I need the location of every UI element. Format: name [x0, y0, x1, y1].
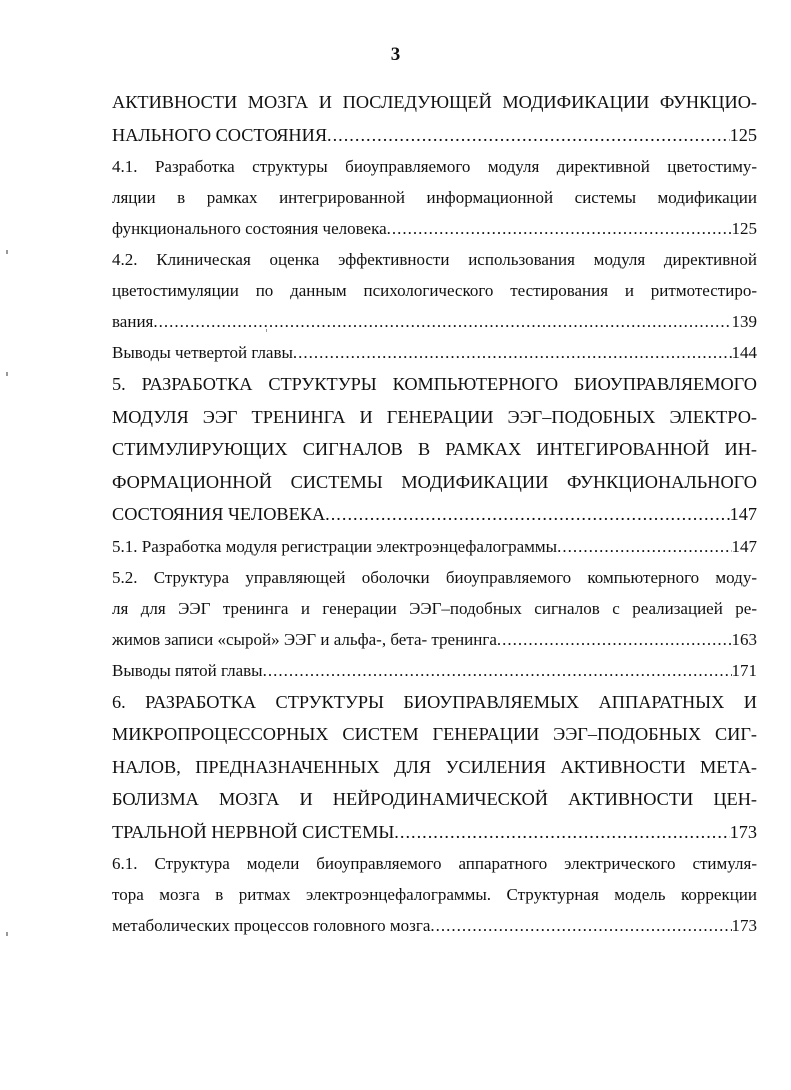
toc-leader-dots: [497, 624, 732, 655]
page-number: 3: [390, 44, 401, 65]
toc-leader-dots: [153, 306, 731, 337]
toc-entry-final-line: [112, 306, 757, 337]
toc-section-entry: [112, 151, 757, 244]
toc-page-number: 139: [731, 312, 757, 331]
toc-entry-line: ля для ЭЭГ тренинга и генерации ЭЭГ–подобных сигналов с реализацией ре-: [112, 598, 757, 618]
toc-page-number: 147: [729, 504, 757, 524]
toc-entry-line: МИКРОПРОЦЕССОРНЫХ СИСТЕМ ГЕНЕРАЦИИ ЭЭГ–ПОДОБНЫХ СИГ-: [112, 724, 757, 744]
toc-entry-title-end: НАЛЬНОГО СОСТОЯНИЯ: [112, 124, 328, 145]
toc-entry-line: тора мозга в ритмах электроэнцефалограммы. Структурная модель коррекции: [112, 885, 757, 904]
toc-entry-line: МОДУЛЯ ЭЭГ ТРЕНИНГА И ГЕНЕРАЦИИ ЭЭГ–ПОДОБНЫХ ЭЛЕКТРО-: [112, 406, 757, 427]
toc-section-entry: [112, 337, 757, 368]
toc-page-number: 125: [729, 124, 757, 145]
toc-leader-dots: [557, 531, 731, 562]
toc-entry-final-line: [112, 337, 757, 368]
scan-speck: [6, 932, 8, 936]
toc-page-number: 147: [731, 536, 757, 556]
toc-page-number: 173: [731, 916, 757, 935]
scan-speck: [266, 329, 267, 332]
toc-section-entry: [112, 244, 757, 337]
toc-entry-line: 4.2. Клиническая оценка эффективности использования модуля директивной: [112, 250, 757, 269]
toc-entry-line: 6.1. Структура модели биоуправляемого аппаратного электрического стимуля-: [112, 854, 757, 873]
toc-section-entry: [112, 655, 757, 686]
toc-entry-final-line: [112, 624, 757, 655]
toc-entry-title-end: Выводы пятой главы: [112, 660, 263, 680]
toc-section-entry: [112, 562, 757, 655]
toc-entry-final-line: [112, 531, 757, 562]
toc-entry-title-end: жимов записи «сырой» ЭЭГ и альфа-, бета- тренинга: [112, 629, 497, 649]
toc-chapter-entry: [112, 86, 757, 151]
toc-entry-line: 4.1. Разработка структуры биоуправляемого модуля директивной цветостиму-: [112, 157, 757, 176]
toc-page-number: 173: [729, 821, 757, 842]
toc-leader-dots: [387, 213, 732, 244]
toc-entry-final-line: [112, 816, 757, 849]
toc-leader-dots: [293, 337, 732, 368]
toc-page-number: 144: [731, 343, 757, 362]
scan-speck: [6, 372, 8, 376]
toc-entry-final-line: [112, 498, 757, 531]
toc-chapter-entry: [112, 686, 757, 849]
table-of-contents: [112, 86, 757, 941]
toc-entry-line: АКТИВНОСТИ МОЗГА И ПОСЛЕДУЮЩЕЙ МОДИФИКАЦИИ ФУНКЦИО-: [112, 92, 757, 112]
toc-entry-title-end: функционального состояния человека: [112, 219, 387, 238]
toc-chapter-entry: [112, 368, 757, 531]
toc-entry-final-line: [112, 655, 757, 686]
scan-speck: [6, 250, 8, 254]
toc-page-number: 163: [731, 629, 757, 649]
toc-entry-line: 6. РАЗРАБОТКА СТРУКТУРЫ БИОУПРАВЛЯЕМЫХ АППАРАТНЫХ И: [112, 691, 757, 712]
toc-entry-title-end: ТРАЛЬНОЙ НЕРВНОЙ СИСТЕМЫ: [112, 821, 395, 842]
toc-page-number: 125: [731, 219, 757, 238]
toc-entry-line: СТИМУЛИРУЮЩИХ СИГНАЛОВ В РАМКАХ ИНТЕГИРОВАННОЙ ИН-: [112, 439, 757, 459]
toc-entry-title-end: метаболических процессов головного мозга: [112, 916, 431, 935]
toc-entry-line: 5.2. Структура управляющей оболочки биоуправляемого компьютерного моду-: [112, 567, 757, 587]
toc-entry-title-end: 5.1. Разработка модуля регистрации электроэнцефалограммы: [112, 536, 558, 556]
toc-entry-title-end: СОСТОЯНИЯ ЧЕЛОВЕКА: [112, 504, 326, 524]
toc-entry-title-end: вания: [112, 312, 154, 331]
toc-entry-final-line: [112, 119, 757, 152]
toc-entry-line: цветостимуляции по данным психологического тестирования и ритмотестиро-: [112, 281, 757, 300]
toc-leader-dots: [430, 910, 731, 941]
toc-entry-line: ляции в рамках интегрированной информационной системы модификации: [112, 188, 757, 207]
toc-entry-line: 5. РАЗРАБОТКА СТРУКТУРЫ КОМПЬЮТЕРНОГО БИОУПРАВЛЯЕМОГО: [112, 374, 757, 394]
toc-entry-title-end: Выводы четвертой главы: [112, 343, 293, 362]
toc-entry-final-line: [112, 910, 757, 941]
toc-entry-final-line: [112, 213, 757, 244]
toc-page-number: 171: [731, 660, 757, 680]
toc-section-entry: [112, 848, 757, 941]
toc-leader-dots: [263, 655, 732, 686]
toc-leader-dots: [327, 119, 730, 152]
toc-leader-dots: [394, 816, 729, 849]
toc-entry-line: ФОРМАЦИОННОЙ СИСТЕМЫ МОДИФИКАЦИИ ФУНКЦИОНАЛЬНОГО: [112, 471, 757, 492]
toc-entry-line: НАЛОВ, ПРЕДНАЗНАЧЕННЫХ ДЛЯ УСИЛЕНИЯ АКТИВНОСТИ МЕТА-: [112, 756, 757, 777]
toc-section-entry: [112, 531, 757, 562]
toc-entry-line: БОЛИЗМА МОЗГА И НЕЙРОДИНАМИЧЕСКОЙ АКТИВНОСТИ ЦЕН-: [112, 789, 757, 809]
toc-leader-dots: [325, 498, 729, 531]
